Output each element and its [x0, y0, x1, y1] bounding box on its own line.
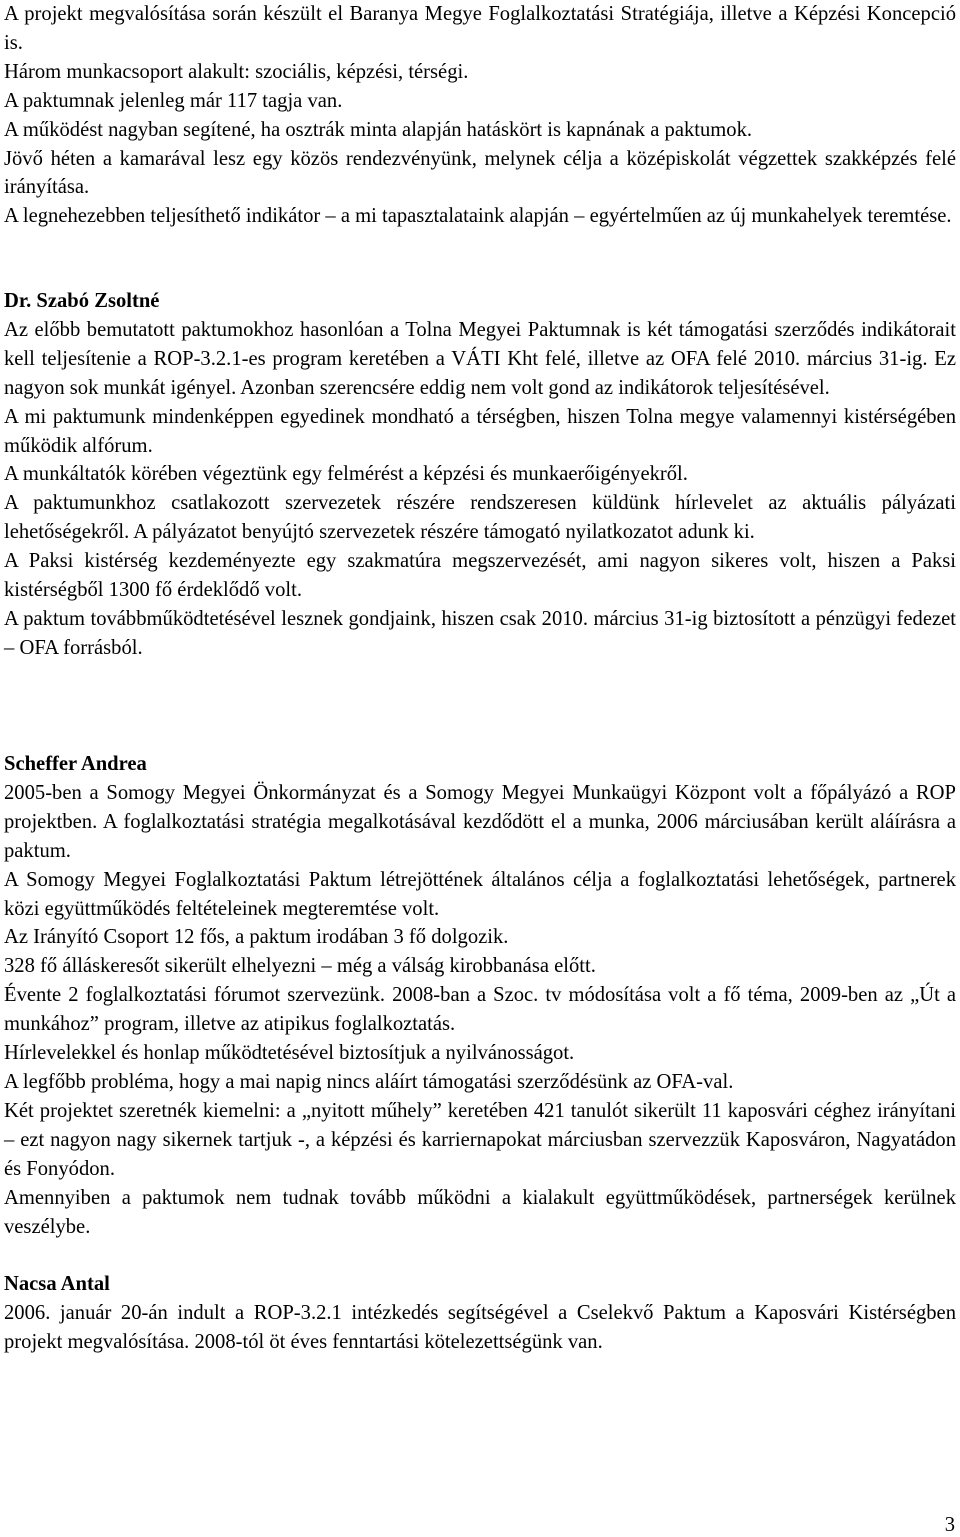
paragraph: A paktumunkhoz csatlakozott szervezetek részére rendszeresen küldünk hírlevelet az aktuális pályázati lehetőségekről. A pályázatot benyújtó szervezetek részére támogató nyilatkozatot adunk ki. — [4, 492, 956, 544]
paragraph: A paktum továbbműködtetésével lesznek gondjaink, hiszen csak 2010. március 31-ig biztosított a pénzügyi fedezet – OFA forrásból. — [4, 607, 956, 659]
paragraph: 2006. január 20-án indult a ROP-3.2.1 intézkedés segítségével a Cselekvő Paktum a Kaposvári Kistérségben projekt megvalósítása. 2008-tól öt éves fenntartási kötelezettségünk van. — [4, 1301, 956, 1353]
paragraph: A Somogy Megyei Foglalkoztatási Paktum létrejöttének általános célja a foglalkoztatási lehetőségek, partnerek közi együttműködés feltételeinek megteremtése volt. — [4, 868, 956, 920]
paragraph: A projekt megvalósítása során készült el Baranya Megye Foglalkoztatási Stratégiája, illetve a Képzési Koncepció is. — [4, 3, 956, 54]
section-szabo — [4, 287, 956, 663]
paragraph: A legnehezebben teljesíthető indikátor – a mi tapasztalataink alapján – egyértelműen az új munkahelyek teremtése. — [4, 205, 952, 228]
section-scheffer — [4, 750, 956, 1241]
paragraph: A Paksi kistérség kezdeményezte egy szakmatúra megszervezését, ami nagyon sikeres volt, hiszen a Paksi kistérségből 1300 fő érdeklődő volt. — [4, 550, 956, 602]
paragraph: Az Irányító Csoport 12 fős, a paktum irodában 3 fő dolgozik. — [4, 926, 509, 949]
speaker-heading: Nacsa Antal — [4, 1273, 110, 1295]
paragraph: A munkáltatók körében végeztünk egy felmérést a képzési és munkaerőigényekről. — [4, 463, 688, 486]
paragraph: 2005-ben a Somogy Megyei Önkormányzat és a Somogy Megyei Munkaügyi Központ volt a főpályázó a ROP projektben. A foglalkoztatási stratégia megalkotásával kezdődött el a munka, 2006 márciusában került aláírásra a paktum. — [4, 781, 956, 862]
section-nacsa — [4, 1270, 956, 1357]
paragraph: A paktumnak jelenleg már 117 tagja van. — [4, 89, 343, 112]
page-number: 3 — [944, 1514, 955, 1536]
paragraph: Évente 2 foglalkoztatási fórumot szervezünk. 2008-ban a Szoc. tv módosítása volt a fő téma, 2009-ben az „Út a munkához” program, illetve az atipikus foglalkoztatás. — [4, 984, 956, 1036]
paragraph: A működést nagyban segítené, ha osztrák minta alapján hatáskört is kapnának a paktumok. — [4, 118, 753, 141]
paragraph: Az előbb bemutatott paktumokhoz hasonlóan a Tolna Megyei Paktumnak is két támogatási szerződés indikátorait kell teljesítenie a ROP-3.2.1-es program keretében a VÁTI Kht felé, illetve az OFA felé 2010. március 31-ig. Ez nagyon sok munkát igényel. Azonban szerencsére eddig nem volt gond az indikátorok teljesítésével. — [4, 318, 956, 399]
paragraph: Amennyiben a paktumok nem tudnak tovább működni a kialakult együttműködések, partnerségek kerülnek veszélybe. — [4, 1186, 956, 1238]
speaker-heading: Scheffer Andrea — [4, 753, 147, 775]
paragraph: A legfőbb probléma, hogy a mai napig nincs aláírt támogatási szerződésünk az OFA-val. — [4, 1070, 734, 1093]
paragraph: A mi paktumunk mindenképpen egyedinek mondható a térségben, hiszen Tolna megye valamennyi kistérségében működik alfórum. — [4, 405, 956, 457]
paragraph: Hírlevelekkel és honlap működtetésével biztosítjuk a nyilvánosságot. — [4, 1042, 575, 1065]
paragraph: Két projektet szeretnék kiemelni: a „nyitott műhely” keretében 421 tanulót sikerült 11 kaposvári céghez irányítani – ezt nagyon nagy sikernek tartjuk -, a képzési és karriernapokat márciusban szervezzük Kaposváron, Nagyatádon és Fonyódon. — [4, 1099, 956, 1180]
paragraph: Három munkacsoport alakult: szociális, képzési, térségi. — [4, 60, 469, 83]
section-intro — [4, 0, 956, 231]
paragraph: 328 fő álláskeresőt sikerült elhelyezni – még a válság kirobbanása előtt. — [4, 955, 596, 978]
speaker-heading: Dr. Szabó Zsoltné — [4, 290, 160, 312]
paragraph: Jövő héten a kamarával lesz egy közös rendezvényünk, melynek célja a középiskolát végzettek szakképzés felé irányítása. — [4, 147, 956, 199]
